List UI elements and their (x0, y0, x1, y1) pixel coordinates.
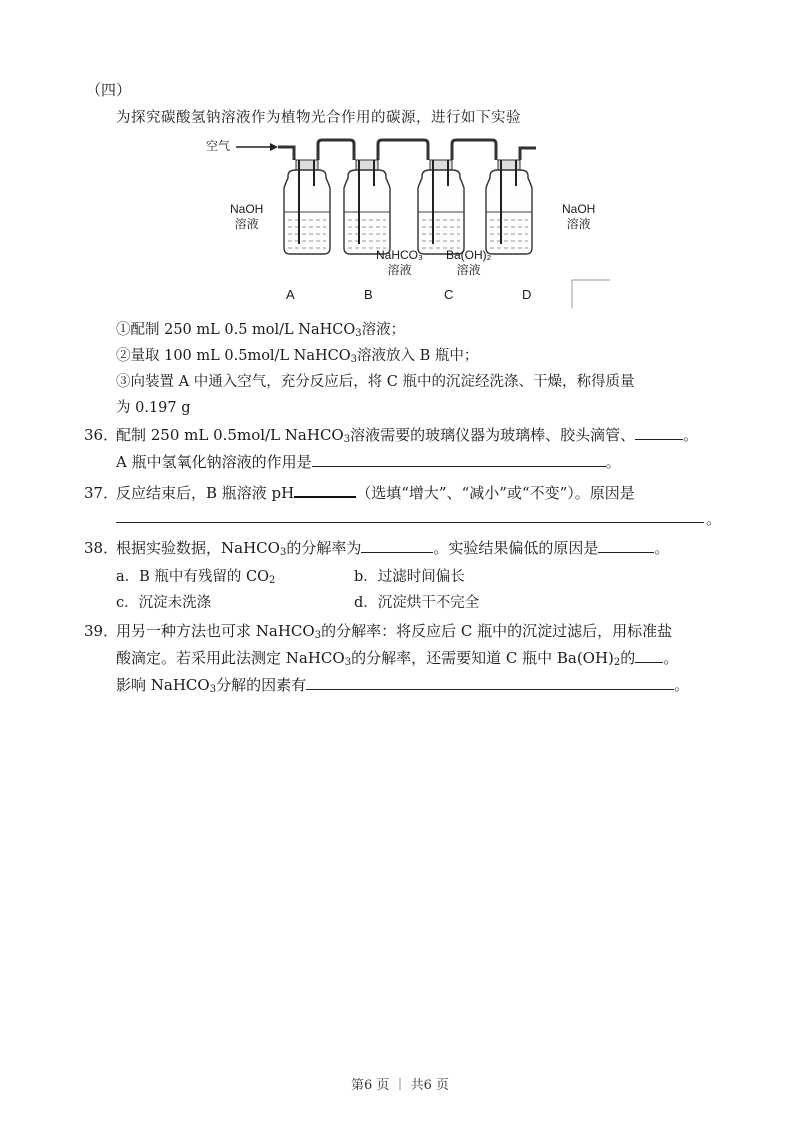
bottle-c (418, 160, 464, 254)
q38-rate-blank[interactable] (361, 540, 433, 553)
step-2-sub: 3 (350, 354, 358, 365)
left-reagent-line2: 溶液 (234, 217, 259, 231)
step-2 (116, 344, 478, 365)
q38-option-a-text: a．B 瓶中有残留的 CO (116, 569, 269, 585)
air-arrowhead (270, 143, 278, 151)
q37-number: 37． (84, 484, 119, 502)
tube-c-d (452, 140, 496, 160)
q39-line2-text-3: 的 (620, 649, 636, 667)
step-1-tail: 溶液； (361, 322, 406, 338)
q39-line2 (116, 647, 678, 668)
b-reagent-line2: 溶液 (387, 263, 412, 277)
q38-option-d[interactable]: d．沉淀烘干不完全 (354, 595, 480, 611)
step-2-tail: 溶液放入 B 瓶中； (357, 348, 479, 364)
q38-line1 (116, 537, 669, 558)
bottle-label-d: D (522, 287, 532, 302)
q39-number: 39． (84, 622, 119, 640)
inlet-tube (278, 147, 294, 160)
bottle-label-b: B (364, 287, 373, 302)
q37-text-2: （选填“增大”、“减小”或“不变”）。原因是 (356, 484, 635, 502)
q39-sub: 3 (314, 630, 322, 641)
q38-text-2: 的分解率为 (286, 539, 362, 557)
q39-line1 (116, 620, 672, 641)
q37-text: 反应结束后，B 瓶溶液 pH (116, 484, 295, 502)
step-2-text: ②量取 100 mL 0.5mol/L NaHCO (116, 348, 351, 364)
scan-bracket (572, 280, 610, 308)
q39-line3-period: 。 (674, 676, 690, 694)
left-reagent-line1: NaOH (230, 202, 264, 216)
page-footer: 第6 页 ｜ 共6 页 (350, 1078, 450, 1093)
q38-period: 。 (654, 539, 670, 557)
tube-b-c (378, 140, 428, 160)
bottle-d (486, 160, 532, 254)
b-reagent-label (376, 248, 423, 278)
q39-line3 (116, 674, 689, 695)
right-reagent-line2: 溶液 (566, 217, 591, 231)
q39-line2-period: 。 (663, 649, 679, 667)
c-reagent-label (446, 248, 491, 278)
step-3-line1: ③向装置 A 中通入空气，充分反应后，将 C 瓶中的沉淀经洗涤、干燥，称得质量 (116, 374, 635, 390)
q38-reason-blank[interactable] (598, 540, 654, 553)
step-1-sub: 3 (355, 328, 362, 339)
q39-line3-sub: 3 (209, 684, 217, 695)
q38-option-a[interactable] (116, 565, 275, 586)
section-heading: （四） (86, 81, 132, 99)
left-reagent-label (230, 202, 263, 232)
q37-period: 。 (706, 510, 722, 528)
q36-line1 (116, 424, 698, 445)
q36-text-2: 溶液需要的玻璃仪器为玻璃棒、胶头滴管、 (350, 426, 636, 444)
c-reagent-line1: Ba(OH)₂ (446, 248, 492, 262)
bottle-a (284, 160, 330, 254)
c-reagent-line2: 溶液 (456, 263, 481, 277)
air-label: 空气 (206, 139, 231, 153)
bottle-label-a: A (286, 287, 295, 302)
q36-sub: 3 (343, 434, 351, 445)
q36-number: 36． (84, 426, 119, 444)
q37-ph-blank[interactable] (294, 484, 356, 498)
q36-period: 。 (683, 426, 699, 444)
q39-blank-2[interactable] (306, 677, 674, 690)
q38-option-b[interactable]: b．过滤时间偏长 (354, 569, 465, 585)
q36-answer-blank-1[interactable] (635, 427, 683, 440)
q37-line1 (116, 482, 635, 503)
q39-blank-1[interactable] (635, 650, 663, 663)
q39-line2-sub-2: 2 (613, 657, 621, 668)
step-1-text: ①配制 250 mL 0.5 mol/L NaHCO (116, 322, 356, 338)
step-3-line2: 为 0.197 g (116, 400, 191, 416)
outlet-tube (520, 148, 536, 160)
step-1 (116, 318, 405, 339)
q39-text-2: 的分解率：将反应后 C 瓶中的沉淀过滤后，用标准盐 (321, 622, 673, 640)
q39-line3-text-2: 分解的因素有 (216, 676, 307, 694)
apparatus-diagram (200, 130, 620, 310)
q39-line2-text-2: 的分解率，还需要知道 C 瓶中 Ba(OH) (351, 649, 614, 667)
section-intro: 为探究碳酸氢钠溶液作为植物光合作用的碳源，进行如下实验 (116, 110, 521, 126)
q36-line2 (116, 451, 621, 472)
q36-text: 配制 250 mL 0.5mol/L NaHCO (116, 426, 344, 444)
q38-option-a-sub: 2 (269, 575, 276, 586)
bottle-label-c: C (444, 287, 454, 302)
q39-text: 用另一种方法也可求 NaHCO (116, 622, 315, 640)
q37-reason-blank[interactable] (116, 522, 704, 523)
q36-line2-text: A 瓶中氢氧化钠溶液的作用是 (116, 453, 312, 471)
q38-option-c[interactable]: c．沉淀未洗涤 (116, 595, 212, 611)
q36-line2-period: 。 (605, 453, 621, 471)
right-reagent-label (562, 202, 595, 232)
q39-line2-sub: 3 (344, 657, 352, 668)
q39-line3-text: 影响 NaHCO (116, 676, 210, 694)
q38-text-3: 。实验结果偏低的原因是 (433, 539, 599, 557)
q38-text: 根据实验数据，NaHCO (116, 539, 280, 557)
tube-a-b (318, 140, 354, 160)
q38-number: 38． (84, 539, 119, 557)
b-reagent-line1: NaHCO₃ (376, 248, 423, 262)
right-reagent-line1: NaOH (562, 202, 596, 216)
bottle-b (344, 160, 390, 254)
q36-answer-blank-2[interactable] (312, 454, 606, 467)
q39-line2-text: 酸滴定。若采用此法测定 NaHCO (116, 649, 345, 667)
q38-sub: 3 (279, 547, 287, 558)
